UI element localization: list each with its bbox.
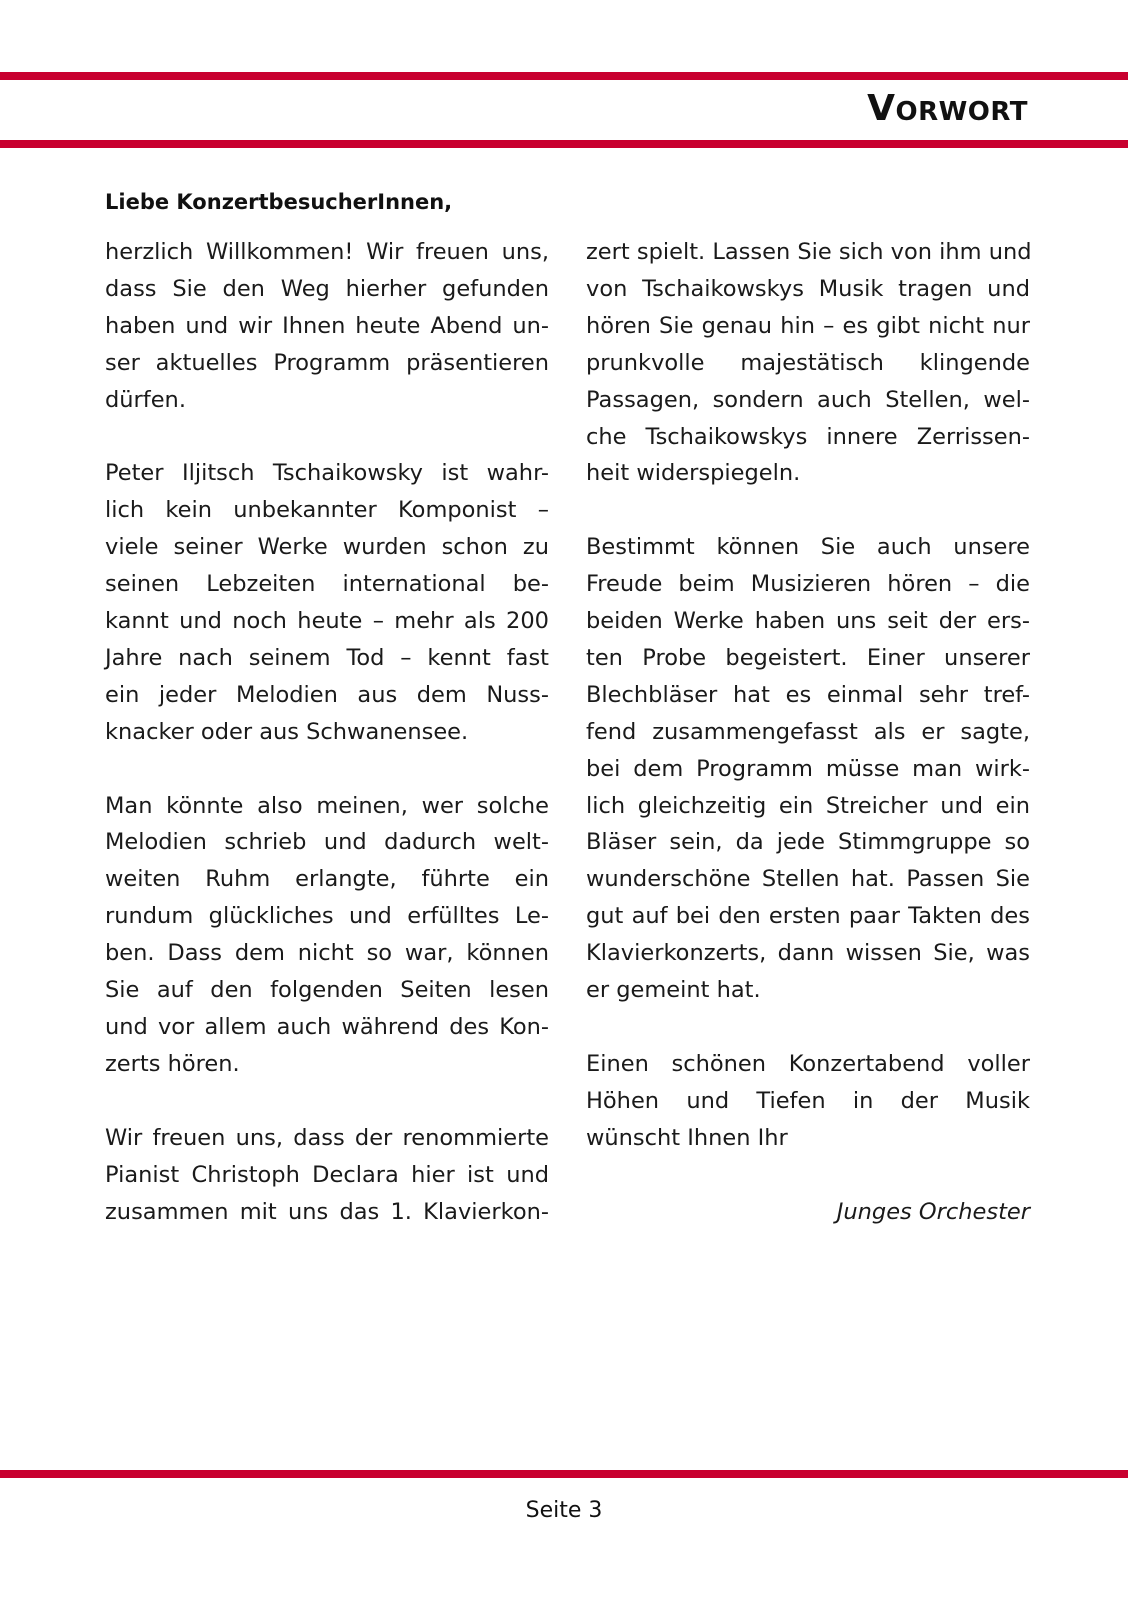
text-line: Jahre nach seinem Tod – kennt fast [105, 644, 549, 671]
text-line: Peter Iljitsch Tschaikowsky ist wahr- [105, 460, 549, 487]
text-line: gut auf bei den ersten paar Takten des [586, 903, 1030, 930]
text-line: Blechbläser hat es einmal sehr tref- [586, 681, 1030, 708]
text-line: hören Sie genau hin – es gibt nicht nur [586, 312, 1030, 339]
text-line: wunderschöne Stellen hat. Passen Sie [586, 866, 1030, 893]
header-rule-bottom [0, 140, 1128, 148]
footer-rule [0, 1470, 1128, 1478]
text-line: und vor allem auch während des Kon- [105, 1014, 549, 1040]
text-line: Wir freuen uns, dass der renommierte [105, 1124, 549, 1151]
text-line: Freude beim Musizieren hören – die [586, 571, 1030, 598]
text-line: dürfen. [105, 386, 186, 413]
text-line: ben. Dass dem nicht so war, können [105, 940, 549, 967]
text-line: weiten Ruhm erlangte, führte ein [105, 866, 549, 893]
paragraph [105, 1120, 549, 1231]
text-line: Einen schönen Konzertabend voller [586, 1050, 1030, 1077]
text-line: ein jeder Melodien aus dem Nuss- [105, 681, 549, 708]
text-line: rundum glückliches und erfülltes Le- [105, 903, 549, 930]
text-line: dass Sie den Weg hierher gefunden [105, 275, 549, 302]
paragraph [586, 1046, 1030, 1157]
text-line: Sie auf den folgenden Seiten lesen [105, 977, 549, 1004]
text-line: lich kein unbekannter Komponist – [105, 497, 549, 524]
text-line: seinen Lebzeiten international be- [105, 571, 549, 598]
text-line: beiden Werke haben uns seit der ers- [586, 608, 1030, 635]
title-rest: ORWORT [895, 97, 1028, 127]
text-line: Höhen und Tiefen in der Musik [586, 1087, 1030, 1114]
text-line: zerts hören. [105, 1050, 240, 1077]
text-line: Man könnte also meinen, wer solche [105, 792, 549, 819]
text-line: zusammen mit uns das 1. Klavierkon- [105, 1198, 549, 1225]
text-line: wünscht Ihnen Ihr [586, 1124, 788, 1151]
text-line: heit widerspiegeln. [586, 460, 801, 487]
text-line: von Tschaikowskys Musik tragen und [586, 275, 1030, 302]
page-number: Seite 3 [525, 1498, 603, 1523]
text-line: viele seiner Werke wurden schon zu [105, 534, 549, 561]
text-line: Pianist Christoph Declara hier ist und [105, 1161, 549, 1188]
text-line: Bläser sein, da jede Stimmgruppe so [586, 829, 1030, 856]
text-line: ser aktuelles Programm präsentieren [105, 349, 549, 376]
text-line: Bestimmt können Sie auch unsere [586, 534, 1030, 561]
text-line: er gemeint hat. [586, 977, 761, 1004]
paragraph [105, 234, 549, 419]
text-line: kannt und noch heute – mehr als 200 [105, 608, 549, 635]
section-title [867, 88, 1028, 129]
text-line: knacker oder aus Schwanensee. [105, 718, 469, 745]
text-line: bei dem Programm müsse man wirk- [586, 755, 1030, 782]
text-line: herzlich Willkommen! Wir freuen uns, [105, 239, 549, 265]
text-line: che Tschaikowskys innere Zerrissen- [586, 423, 1030, 450]
paragraph [105, 788, 549, 1083]
paragraph [586, 529, 1030, 1009]
text-line: Klavierkonzerts, dann wissen Sie, was [586, 940, 1030, 967]
text-line: Passagen, sondern auch Stellen, wel- [586, 386, 1030, 413]
text-line: haben und wir Ihnen heute Abend un- [105, 312, 549, 339]
text-line: zert spielt. Lassen Sie sich von ihm und [586, 239, 1032, 265]
paragraph [586, 234, 1030, 492]
header-rule-top [0, 72, 1128, 80]
text-line: Melodien schrieb und dadurch welt- [105, 829, 549, 856]
text-line: prunkvolle majestätisch klingende [586, 349, 1030, 376]
text-line: fend zusammengefasst als er sagte, [586, 718, 1030, 745]
paragraph [105, 455, 549, 750]
signature: Junges Orchester [836, 1198, 1030, 1225]
left-column [105, 234, 549, 1267]
right-column [586, 234, 1030, 1230]
text-line: ten Probe begeistert. Einer unserer [586, 644, 1030, 671]
salutation: Liebe KonzertbesucherInnen, [105, 190, 453, 214]
text-line: lich gleichzeitig ein Streicher und ein [586, 792, 1030, 819]
title-initial: V [867, 88, 896, 129]
